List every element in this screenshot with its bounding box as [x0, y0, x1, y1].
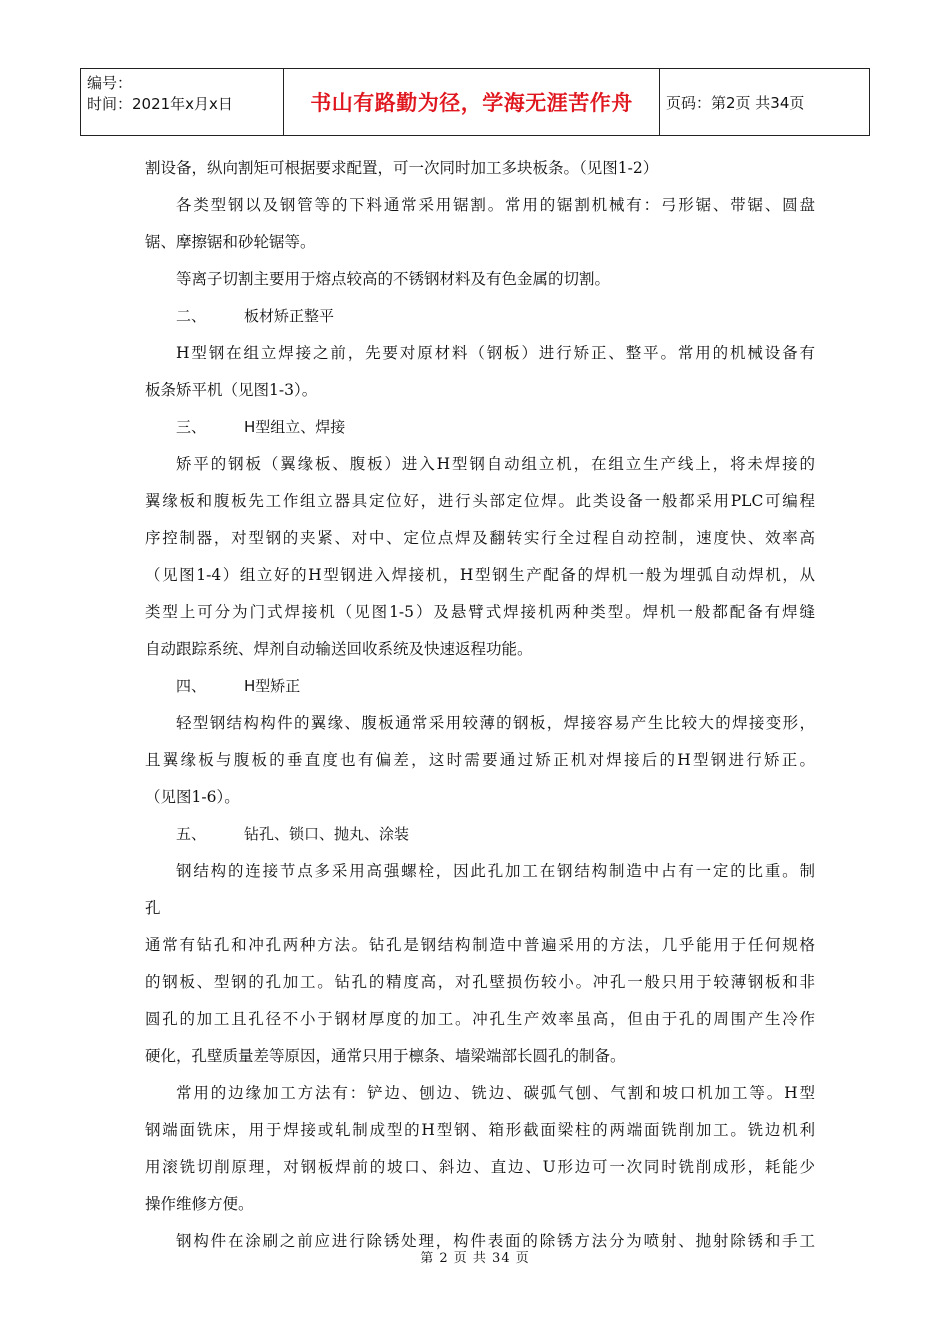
section-heading-3	[145, 409, 815, 446]
paragraph-line: 翼缘板和腹板先工作组立器具定位好，进行头部定位焊。此类设备一般都采用PLC可编程	[145, 492, 815, 510]
paragraph-line: 常用的边缘加工方法有：铲边、刨边、铣边、碳弧气刨、气割和坡口机加工等。H型	[176, 1084, 815, 1102]
paragraph-line: 操作维修方便。	[145, 1195, 254, 1213]
section-number: 四、	[176, 677, 207, 695]
code-label: 编号：	[87, 74, 133, 92]
paragraph-line: 硬化，孔壁质量差等原因，通常只用于檩条、墙梁端部长圆孔的制备。	[145, 1047, 626, 1065]
paragraph-line: （见图1-4）组立好的H型钢进入焊接机，H型钢生产配备的焊机一般为埋弧自动焊机，从	[145, 566, 815, 584]
paragraph-line: 孔	[145, 899, 161, 917]
section-heading-4	[145, 668, 815, 705]
header-page-info: 页码：第2页 共34页	[666, 93, 805, 112]
paragraph-line: 矫平的钢板（翼缘板、腹板）进入H型钢自动组立机，在组立生产线上，将未焊接的	[176, 455, 815, 473]
paragraph-line: 通常有钻孔和冲孔两种方法。钻孔是钢结构制造中普遍采用的方法，几乎能用于任何规格	[145, 936, 815, 954]
paragraph-line: 等离子切割主要用于熔点较高的不锈钢材料及有色金属的切割。	[176, 270, 611, 288]
paragraph-line: （见图1-6）。	[145, 788, 240, 806]
section-title: 板材矫正整平	[244, 307, 335, 325]
section-number: 二、	[176, 307, 207, 325]
paragraph-line: 钢结构的连接节点多采用高强螺栓，因此孔加工在钢结构制造中占有一定的比重。制	[176, 862, 815, 880]
section-heading-5	[145, 816, 815, 853]
header-meta	[81, 69, 284, 135]
section-title: H型矫正	[244, 677, 301, 695]
paragraph-line: 各类型钢以及钢管等的下料通常采用锯割。常用的锯割机械有：弓形锯、带锯、圆盘	[176, 196, 815, 214]
paragraph-line: 序控制器，对型钢的夹紧、对中、定位点焊及翻转实行全过程自动控制，速度快、效率高	[145, 529, 815, 547]
paragraph-line: 且翼缘板与腹板的垂直度也有偏差，这时需要通过矫正机对焊接后的H型钢进行矫正。	[145, 751, 815, 769]
document-body	[145, 150, 815, 1260]
time-label: 时间：2021年x月x日	[87, 95, 233, 113]
paragraph-line: 钢端面铣床，用于焊接或轧制成型的H型钢、箱形截面梁柱的两端面铣削加工。铣边机利	[145, 1121, 815, 1139]
paragraph-line: 自动跟踪系统、焊剂自动输送回收系统及快速返程功能。	[145, 640, 533, 658]
section-title: H型组立、焊接	[244, 418, 346, 436]
paragraph-line: 板条矫平机（见图1-3）。	[145, 381, 318, 399]
section-heading-2	[145, 298, 815, 335]
paragraph-line: 割设备，纵向割矩可根据要求配置，可一次同时加工多块板条。（见图1-2）	[145, 159, 659, 177]
paragraph-line: 类型上可分为门式焊接机（见图1-5）及悬臂式焊接机两种类型。焊机一般都配备有焊缝	[145, 603, 815, 621]
header-motto: 书山有路勤为径，学海无涯苦作舟	[284, 69, 660, 135]
paragraph-line: 圆孔的加工且孔径不小于钢材厚度的加工。冲孔生产效率虽高，但由于孔的周围产生冷作	[145, 1010, 815, 1028]
paragraph-line: 锯、摩擦锯和砂轮锯等。	[145, 233, 316, 251]
paragraph-line: 钢构件在涂刷之前应进行除锈处理，构件表面的除锈方法分为喷射、抛射除锈和手工	[176, 1232, 815, 1250]
paragraph-line: 轻型钢结构构件的翼缘、腹板通常采用较薄的钢板，焊接容易产生比较大的焊接变形，	[176, 714, 815, 732]
section-number: 五、	[176, 825, 207, 843]
paragraph-line: 用滚铣切削原理，对钢板焊前的坡口、斜边、直边、U形边可一次同时铣削成形，耗能少	[145, 1158, 815, 1176]
paragraph-line: H型钢在组立焊接之前，先要对原材料（钢板）进行矫正、整平。常用的机械设备有	[176, 344, 815, 362]
page-footer: 第 2 页 共 34 页	[420, 1251, 530, 1266]
paragraph-line: 的钢板、型钢的孔加工。钻孔的精度高，对孔壁损伤较小。冲孔一般只用于较薄钢板和非	[145, 973, 815, 991]
page-header	[80, 68, 870, 136]
section-title: 钻孔、锁口、抛丸、涂装	[244, 825, 410, 843]
section-number: 三、	[176, 418, 207, 436]
